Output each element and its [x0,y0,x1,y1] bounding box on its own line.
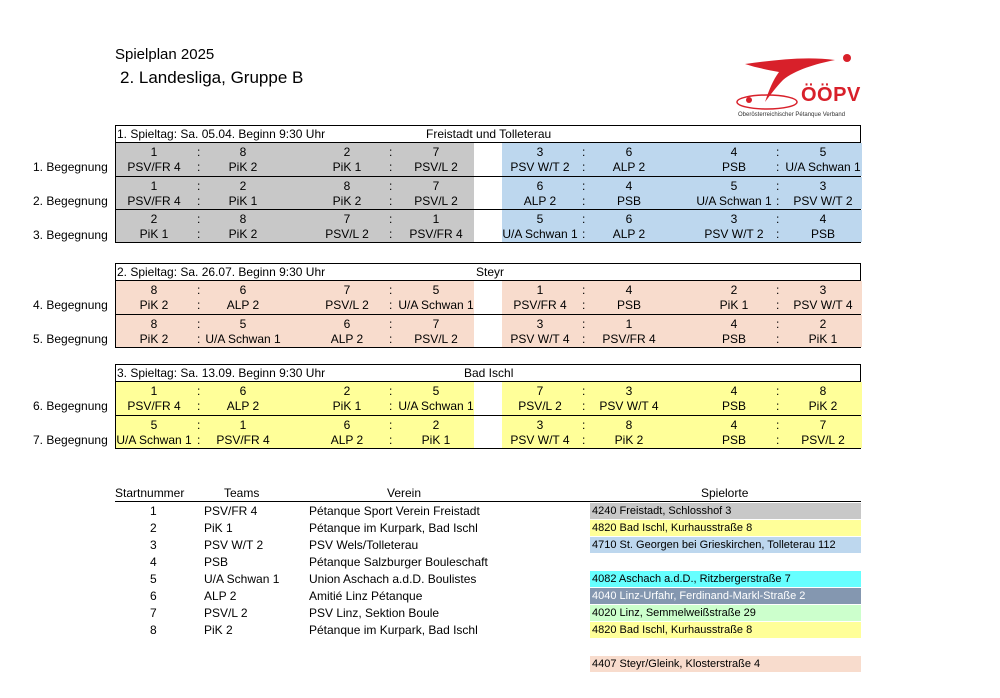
start-number: 6 [343,418,351,432]
vs-colon: : [776,433,780,447]
vs-colon: : [582,179,586,193]
vs-colon: : [389,317,393,331]
team-name: U/A Schwan 1 [696,194,772,208]
round-label: 6. Begegnung [33,399,108,413]
matchday-block [115,263,861,348]
team-name: PSV W/T 2 [510,160,570,174]
legend-start-number: 7 [150,606,157,620]
matchday-header [116,126,860,143]
vs-colon: : [197,283,201,297]
vs-colon: : [389,227,393,241]
start-number: 3 [625,384,633,398]
vs-colon: : [776,399,780,413]
vs-colon: : [197,145,201,159]
matchday-label: 3. Spieltag: Sa. 13.09. Beginn 9:30 Uhr [117,366,326,380]
vs-colon: : [197,332,201,346]
vs-colon: : [776,194,780,208]
vs-colon: : [776,332,780,346]
start-number: 2 [343,145,351,159]
legend-header-start: Startnummer [115,486,185,500]
start-number: 4 [819,212,827,226]
legend-header-teams: Teams [224,486,260,500]
legend-team: U/A Schwan 1 [204,572,280,586]
legend-team: PSV/L 2 [204,606,248,620]
venue-address: 4082 Aschach a.d.D., Ritzbergerstraße 7 [590,571,861,587]
team-name: PSV W/T 4 [599,399,659,413]
vs-colon: : [389,298,393,312]
team-name: PSB [721,332,746,346]
legend-divider [115,501,861,502]
team-name: PiK 2 [614,433,644,447]
team-name: PSV/FR 4 [513,298,567,312]
start-number: 3 [819,179,827,193]
matchday-block [115,125,861,243]
start-number: 4 [730,317,738,331]
legend-club: PSV Wels/Tolleterau [309,538,419,552]
team-name: PiK 1 [228,194,258,208]
matchday-location: Bad Ischl [464,366,514,380]
team-name: PiK 2 [139,298,169,312]
team-name: PiK 2 [332,194,362,208]
legend-start-number: 5 [150,572,157,586]
start-number: 7 [432,179,440,193]
vs-colon: : [776,418,780,432]
round-row [116,143,860,176]
venue-address: 4407 Steyr/Gleink, Klosterstraße 4 [590,656,861,672]
team-name: U/A Schwan 1 [116,433,192,447]
start-number: 8 [239,145,247,159]
start-number: 8 [150,283,158,297]
start-number: 7 [819,418,827,432]
start-number: 5 [432,384,440,398]
vs-colon: : [197,227,201,241]
start-number: 2 [343,384,351,398]
vs-colon: : [389,399,393,413]
vs-colon: : [197,298,201,312]
matchday-label: 1. Spieltag: Sa. 05.04. Beginn 9:30 Uhr [117,127,326,141]
vs-colon: : [389,194,393,208]
round-label: 3. Begegnung [33,228,108,242]
team-name: PSV/L 2 [414,332,458,346]
team-name: PSV W/T 2 [704,227,764,241]
team-name: PSV/FR 4 [127,194,181,208]
vs-colon: : [197,384,201,398]
vs-colon: : [582,332,586,346]
legend-team: PSV W/T 2 [204,538,264,552]
vs-colon: : [197,399,201,413]
start-number: 2 [239,179,247,193]
start-number: 1 [150,179,158,193]
start-number: 1 [239,418,247,432]
team-name: PSV W/T 4 [510,433,570,447]
team-name: PiK 2 [228,227,258,241]
round-label: 2. Begegnung [33,194,108,208]
ooepv-logo [735,50,860,122]
vs-colon: : [776,179,780,193]
page-title: Spielplan 2025 [115,46,215,63]
start-number: 3 [536,317,544,331]
start-number: 6 [625,212,633,226]
legend-start-number: 3 [150,538,157,552]
matchday-block [115,364,861,449]
start-number: 7 [432,317,440,331]
start-number: 7 [343,212,351,226]
start-number: 5 [536,212,544,226]
start-number: 6 [239,283,247,297]
team-name: PSB [721,399,746,413]
matchday-location: Steyr [476,265,505,279]
team-name: PiK 1 [332,399,362,413]
vs-colon: : [582,433,586,447]
start-number: 3 [536,145,544,159]
start-number: 4 [625,179,633,193]
legend-club: Pétanque im Kurpark, Bad Ischl [309,623,478,637]
vs-colon: : [389,160,393,174]
team-name: PSB [810,227,835,241]
team-name: PSV/L 2 [518,399,562,413]
venue-address [590,554,861,570]
vs-colon: : [582,384,586,398]
vs-colon: : [776,317,780,331]
team-name: ALP 2 [330,332,364,346]
start-number: 2 [819,317,827,331]
team-name: PiK 1 [139,227,169,241]
team-name: ALP 2 [612,160,646,174]
start-number: 4 [730,418,738,432]
legend-club: Pétanque Sport Verein Freistadt [309,504,480,518]
team-name: PiK 1 [719,298,749,312]
matchday-label: 2. Spieltag: Sa. 26.07. Beginn 9:30 Uhr [117,265,326,279]
legend-start-number: 4 [150,555,157,569]
vs-colon: : [197,317,201,331]
team-name: PSV/L 2 [801,433,845,447]
matchday-location: Freistadt und Tolleterau [426,127,552,141]
round-label: 7. Begegnung [33,433,108,447]
vs-colon: : [582,399,586,413]
round-row [116,382,860,415]
start-number: 1 [625,317,633,331]
start-number: 7 [343,283,351,297]
start-number: 5 [239,317,247,331]
start-number: 5 [819,145,827,159]
team-name: PiK 2 [808,399,838,413]
vs-colon: : [197,212,201,226]
start-number: 6 [343,317,351,331]
venue-address [590,639,861,655]
team-name: ALP 2 [523,194,557,208]
round-label: 4. Begegnung [33,298,108,312]
start-number: 6 [536,179,544,193]
venue-address: 4020 Linz, Semmelweißstraße 29 [590,605,861,621]
start-number: 4 [625,283,633,297]
start-number: 2 [150,212,158,226]
team-name: U/A Schwan 1 [398,399,474,413]
legend-club: PSV Linz, Sektion Boule [309,606,440,620]
logo-name: ÖÖPV [801,84,861,106]
legend-team: PSB [204,555,229,569]
team-name: PSV/FR 4 [602,332,656,346]
legend-start-number: 2 [150,521,157,535]
team-name: ALP 2 [226,298,260,312]
logo-subtitle: Oberösterreichischer Pétanque Verband [738,112,846,118]
start-number: 8 [625,418,633,432]
vs-colon: : [582,212,586,226]
team-name: U/A Schwan 1 [398,298,474,312]
vs-colon: : [776,298,780,312]
vs-colon: : [197,179,201,193]
matchday-header [116,264,860,281]
start-number: 3 [819,283,827,297]
vs-colon: : [776,227,780,241]
legend-header-orte: Spielorte [701,486,749,500]
team-name: PiK 2 [228,160,258,174]
vs-colon: : [776,283,780,297]
vs-colon: : [389,433,393,447]
start-number: 5 [432,283,440,297]
venue-address: 4820 Bad Ischl, Kurhausstraße 8 [590,622,861,638]
team-name: PSV/FR 4 [127,160,181,174]
vs-colon: : [389,418,393,432]
start-number: 6 [625,145,633,159]
legend-start-number: 8 [150,623,157,637]
team-name: PSV/L 2 [414,160,458,174]
team-name: PSV/FR 4 [216,433,270,447]
start-number: 2 [432,418,440,432]
league-title: 2. Landesliga, Gruppe B [120,68,304,87]
start-number: 4 [730,384,738,398]
legend-club: Pétanque Salzburger Bouleschaft [309,555,488,569]
legend-header-verein: Verein [387,486,422,500]
team-name: PSV/L 2 [325,227,369,241]
start-number: 4 [730,145,738,159]
vs-colon: : [776,384,780,398]
vs-colon: : [197,433,201,447]
team-name: PSV/L 2 [414,194,458,208]
venue-address: 4710 St. Georgen bei Grieskirchen, Tolleterau 112 [590,537,861,553]
vs-colon: : [389,179,393,193]
vs-colon: : [389,212,393,226]
legend-start-number: 6 [150,589,157,603]
start-number: 5 [150,418,158,432]
round-row [116,314,860,347]
team-name: PSV W/T 4 [793,298,853,312]
team-name: PiK 2 [139,332,169,346]
start-number: 8 [150,317,158,331]
venue-address: 4240 Freistadt, Schlosshof 3 [590,503,861,519]
team-name: PSV W/T 2 [793,194,853,208]
start-number: 8 [819,384,827,398]
start-number: 5 [730,179,738,193]
start-number: 6 [239,384,247,398]
start-number: 1 [150,145,158,159]
team-name: PiK 1 [808,332,838,346]
legend-team: ALP 2 [204,589,237,603]
team-name: U/A Schwan 1 [205,332,281,346]
team-name: PSB [616,194,641,208]
round-row [116,209,860,242]
vs-colon: : [776,145,780,159]
round-label: 1. Begegnung [33,160,108,174]
vs-colon: : [389,283,393,297]
vs-colon: : [582,145,586,159]
team-name: PSB [616,298,641,312]
start-number: 8 [239,212,247,226]
legend-team: PiK 2 [204,623,233,637]
team-name: PSV/L 2 [325,298,369,312]
vs-colon: : [582,160,586,174]
round-label: 5. Begegnung [33,332,108,346]
legend-club: Pétanque im Kurpark, Bad Ischl [309,521,478,535]
start-number: 1 [536,283,544,297]
legend-team: PSV/FR 4 [204,504,258,518]
start-number: 1 [432,212,440,226]
start-number: 7 [536,384,544,398]
team-name: PSV/FR 4 [127,399,181,413]
team-name: PSV W/T 4 [510,332,570,346]
team-name: PSV/FR 4 [409,227,463,241]
vs-colon: : [582,298,586,312]
team-name: U/A Schwan 1 [785,160,861,174]
vs-colon: : [197,194,201,208]
start-number: 1 [150,384,158,398]
team-name: ALP 2 [330,433,364,447]
team-name: ALP 2 [612,227,646,241]
matchday-header [116,365,860,382]
vs-colon: : [582,194,586,208]
start-number: 3 [536,418,544,432]
team-name: PSB [721,433,746,447]
venue-address: 4820 Bad Ischl, Kurhausstraße 8 [590,520,861,536]
start-number: 3 [730,212,738,226]
vs-colon: : [389,384,393,398]
vs-colon: : [197,160,201,174]
vs-colon: : [776,212,780,226]
vs-colon: : [389,332,393,346]
start-number: 2 [730,283,738,297]
round-row [116,176,860,209]
round-row [116,281,860,314]
legend-club: Union Aschach a.d.D. Boulistes [309,572,477,586]
vs-colon: : [776,160,780,174]
round-row [116,415,860,448]
venue-address: 4040 Linz-Urfahr, Ferdinand-Markl-Straße 2 [590,588,861,604]
start-number: 7 [432,145,440,159]
vs-colon: : [389,145,393,159]
start-number: 8 [343,179,351,193]
legend-team: PiK 1 [204,521,233,535]
vs-colon: : [582,283,586,297]
vs-colon: : [582,418,586,432]
team-name: U/A Schwan 1 [502,227,578,241]
vs-colon: : [582,227,586,241]
team-name: PSB [721,160,746,174]
team-name: ALP 2 [226,399,260,413]
legend-start-number: 1 [150,504,157,518]
legend-club: Amitié Linz Pétanque [309,589,423,603]
team-name: PiK 1 [332,160,362,174]
team-name: PiK 1 [421,433,451,447]
vs-colon: : [582,317,586,331]
vs-colon: : [197,418,201,432]
